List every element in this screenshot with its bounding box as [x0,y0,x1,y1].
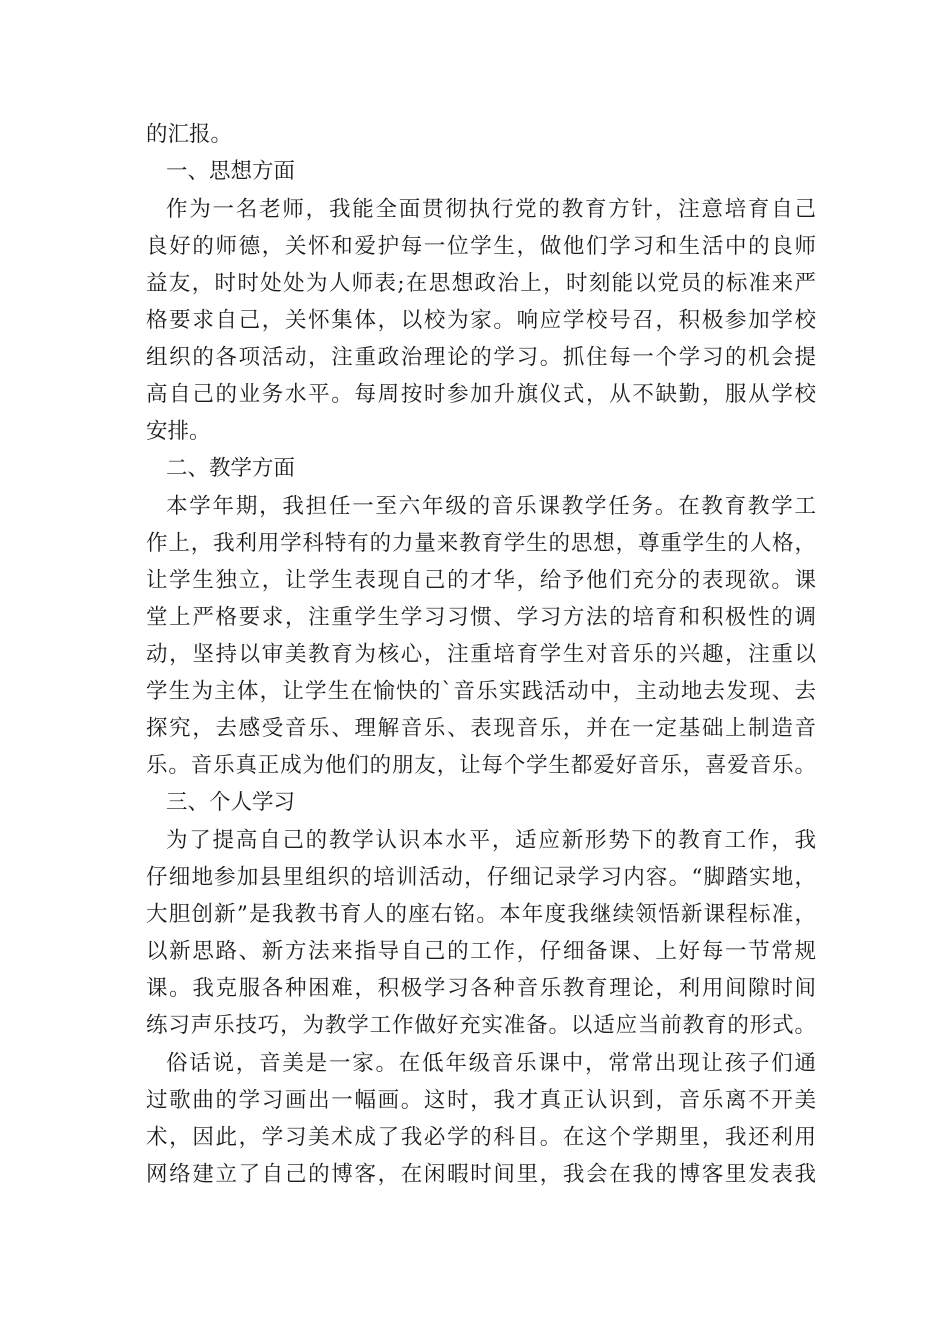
text-line: 大胆创新”是我教书育人的座右铭。本年度我继续领悟新课程标准， [146,902,816,927]
text-line: 良好的师德，关怀和爱护每一位学生，做他们学习和生活中的良师 [146,234,816,259]
text-line: 堂上严格要求，注重学生学习习惯、学习方法的培育和积极性的调 [146,605,816,630]
text-line: 为了提高自己的教学认识本水平，适应新形势下的教育工作，我 [166,828,816,853]
text-line: 动，坚持以审美教育为核心，注重培育学生对音乐的兴趣，注重以 [146,642,816,667]
text-line: 高自己的业务水平。每周按时参加升旗仪式，从不缺勤，服从学校 [146,382,816,407]
text-line: 过歌曲的学习画出一幅画。这时，我才真正认识到，音乐离不开美 [146,1088,816,1113]
section-heading-study: 三、个人学习 [166,790,296,815]
text-line: 学生为主体，让学生在愉快的`音乐实践活动中，主动地去发现、去 [146,679,816,704]
text-line: 俗话说，音美是一家。在低年级音乐课中，常常出现让孩子们通 [166,1051,816,1076]
text-line: 以新思路、新方法来指导自己的工作，仔细备课、上好每一节常规 [146,939,816,964]
text-line: 格要求自己，关怀集体，以校为家。响应学校号召，积极参加学校 [146,308,816,333]
text-line: 让学生独立，让学生表现自己的才华，给予他们充分的表现欲。课 [146,568,816,593]
section-heading-teaching: 二、教学方面 [166,456,296,481]
text-line: 乐。音乐真正成为他们的朋友，让每个学生都爱好音乐，喜爱音乐。 [146,753,816,778]
text-line: 网络建立了自己的博客，在闲暇时间里，我会在我的博客里发表我 [146,1162,816,1187]
text-line: 作为一名老师，我能全面贯彻执行党的教育方针，注意培育自己 [166,197,816,222]
text-line: 练习声乐技巧，为教学工作做好充实准备。以适应当前教育的形式。 [146,1013,816,1038]
text-line: 本学年期，我担任一至六年级的音乐课教学任务。在教育教学工 [166,494,816,519]
section-heading-thought: 一、思想方面 [166,159,296,184]
text-line: 课。我克服各种困难，积极学习各种音乐教育理论，利用间隙时间 [146,976,816,1001]
text-line: 益友，时时处处为人师表;在思想政治上，时刻能以党员的标准来严 [146,271,816,296]
text-line: 术，因此，学习美术成了我必学的科目。在这个学期里，我还利用 [146,1125,816,1150]
text-line: 组织的各项活动，注重政治理论的学习。抓住每一个学习的机会提 [146,345,816,370]
text-line: 探究，去感受音乐、理解音乐、表现音乐，并在一定基础上制造音 [146,716,816,741]
text-line: 作上，我利用学科特有的力量来教育学生的思想，尊重学生的人格， [146,531,816,556]
text-line: 安排。 [146,419,211,444]
text-line: 仔细地参加县里组织的培训活动，仔细记录学习内容。“脚踏实地， [146,865,816,890]
text-line: 的汇报。 [146,122,233,147]
